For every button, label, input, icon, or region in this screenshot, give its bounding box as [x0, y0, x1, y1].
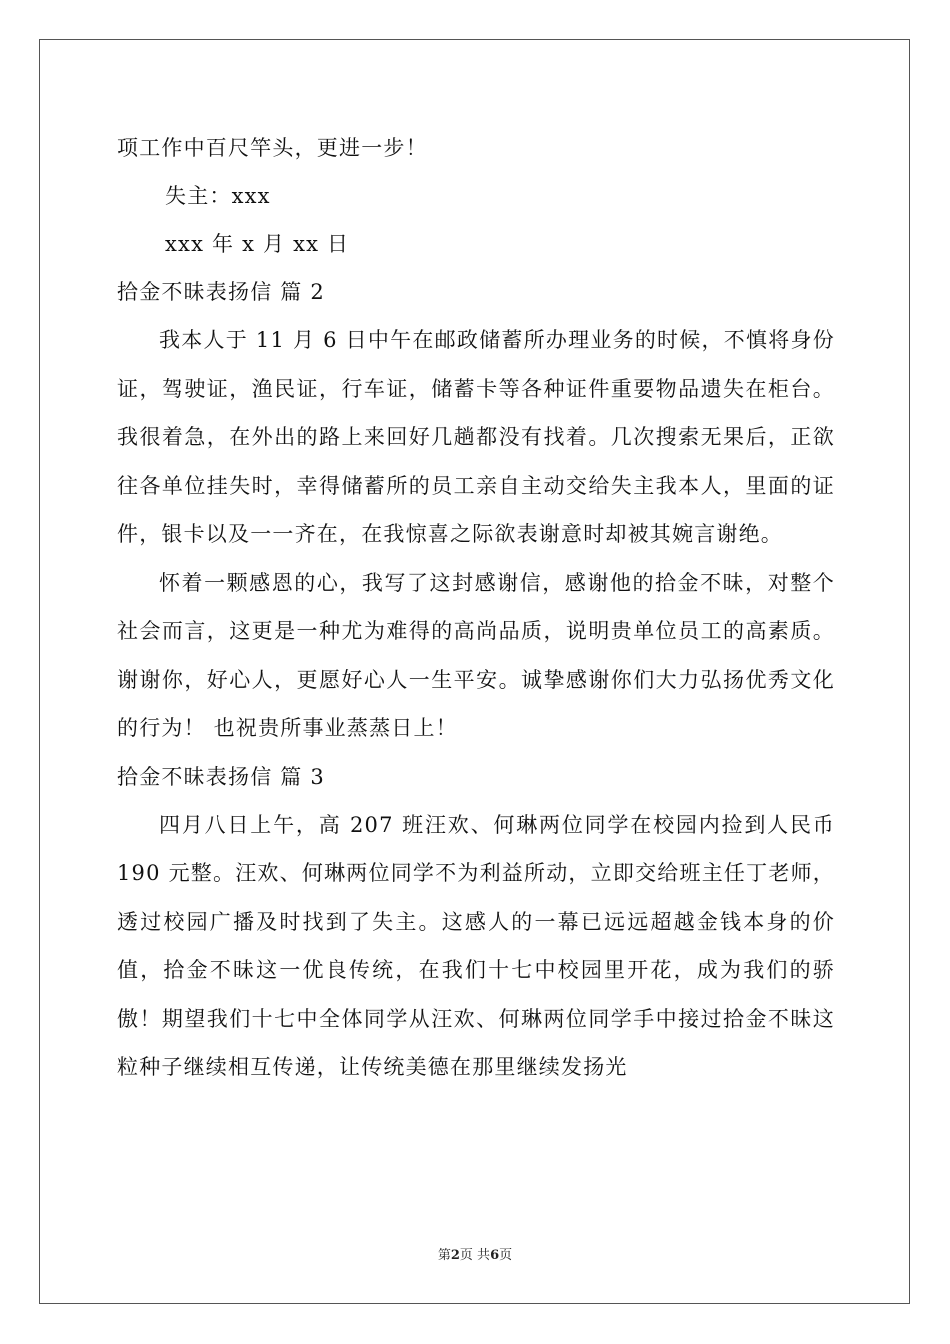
section-2-paragraph-1: 我本人于 11 月 6 日中午在邮政储蓄所办理业务的时候，不慎将身份证，驾驶证，渔民证，行车证，储蓄卡等各种证件重要物品遗失在柜台。我很着急，在外出的路上来回好几趟都没有找着。几次搜索无果后，正欲往各单位挂失时，幸得储蓄所的员工亲自主动交给失主我本人，里面的证件，银卡以及一一齐在，在我惊喜之际欲表谢意时却被其婉言谢绝。	[117, 328, 835, 546]
footer-mid: 页 共	[459, 1248, 491, 1263]
footer-prefix: 第	[437, 1248, 451, 1263]
footer-total-pages: 6	[490, 1248, 500, 1263]
date-line: xxx 年 x 月 xx 日	[165, 232, 350, 256]
continuation-line: 项工作中百尺竿头，更进一步！	[117, 136, 428, 160]
footer-suffix: 页	[499, 1248, 513, 1263]
section-3-paragraph-1: 四月八日上午，高 207 班汪欢、何琳两位同学在校园内捡到人民币 190 元整。汪欢、何琳两位同学不为利益所动，立即交给班主任丁老师，透过校园广播及时找到了失主。这感人的一幕已远远超越金钱本身的价值，拾金不昧这一优良传统，在我们十七中校园里开花，成为我们的骄傲！期望我们十七中全体同学从汪欢、何琳两位同学手中接过拾金不昧这粒种子继续相互传递，让传统美德在那里继续发扬光	[117, 812, 835, 1079]
signature-line: 失主：xxx	[165, 184, 271, 208]
page-footer	[0, 1247, 950, 1265]
section-2-heading: 拾金不昧表扬信 篇 2	[117, 280, 325, 304]
section-3-heading: 拾金不昧表扬信 篇 3	[117, 764, 325, 789]
section-2-paragraph-2: 怀着一颗感恩的心，我写了这封感谢信，感谢他的拾金不昧，对整个社会而言，这更是一种尤为难得的高尚品质，说明贵单位员工的高素质。谢谢你，好心人，更愿好心人一生平安。诚挚感谢你们大力弘扬优秀文化的行为！ 也祝贵所事业蒸蒸日上！	[117, 570, 835, 740]
document-body	[117, 124, 835, 1092]
footer-current-page: 2	[450, 1248, 460, 1263]
